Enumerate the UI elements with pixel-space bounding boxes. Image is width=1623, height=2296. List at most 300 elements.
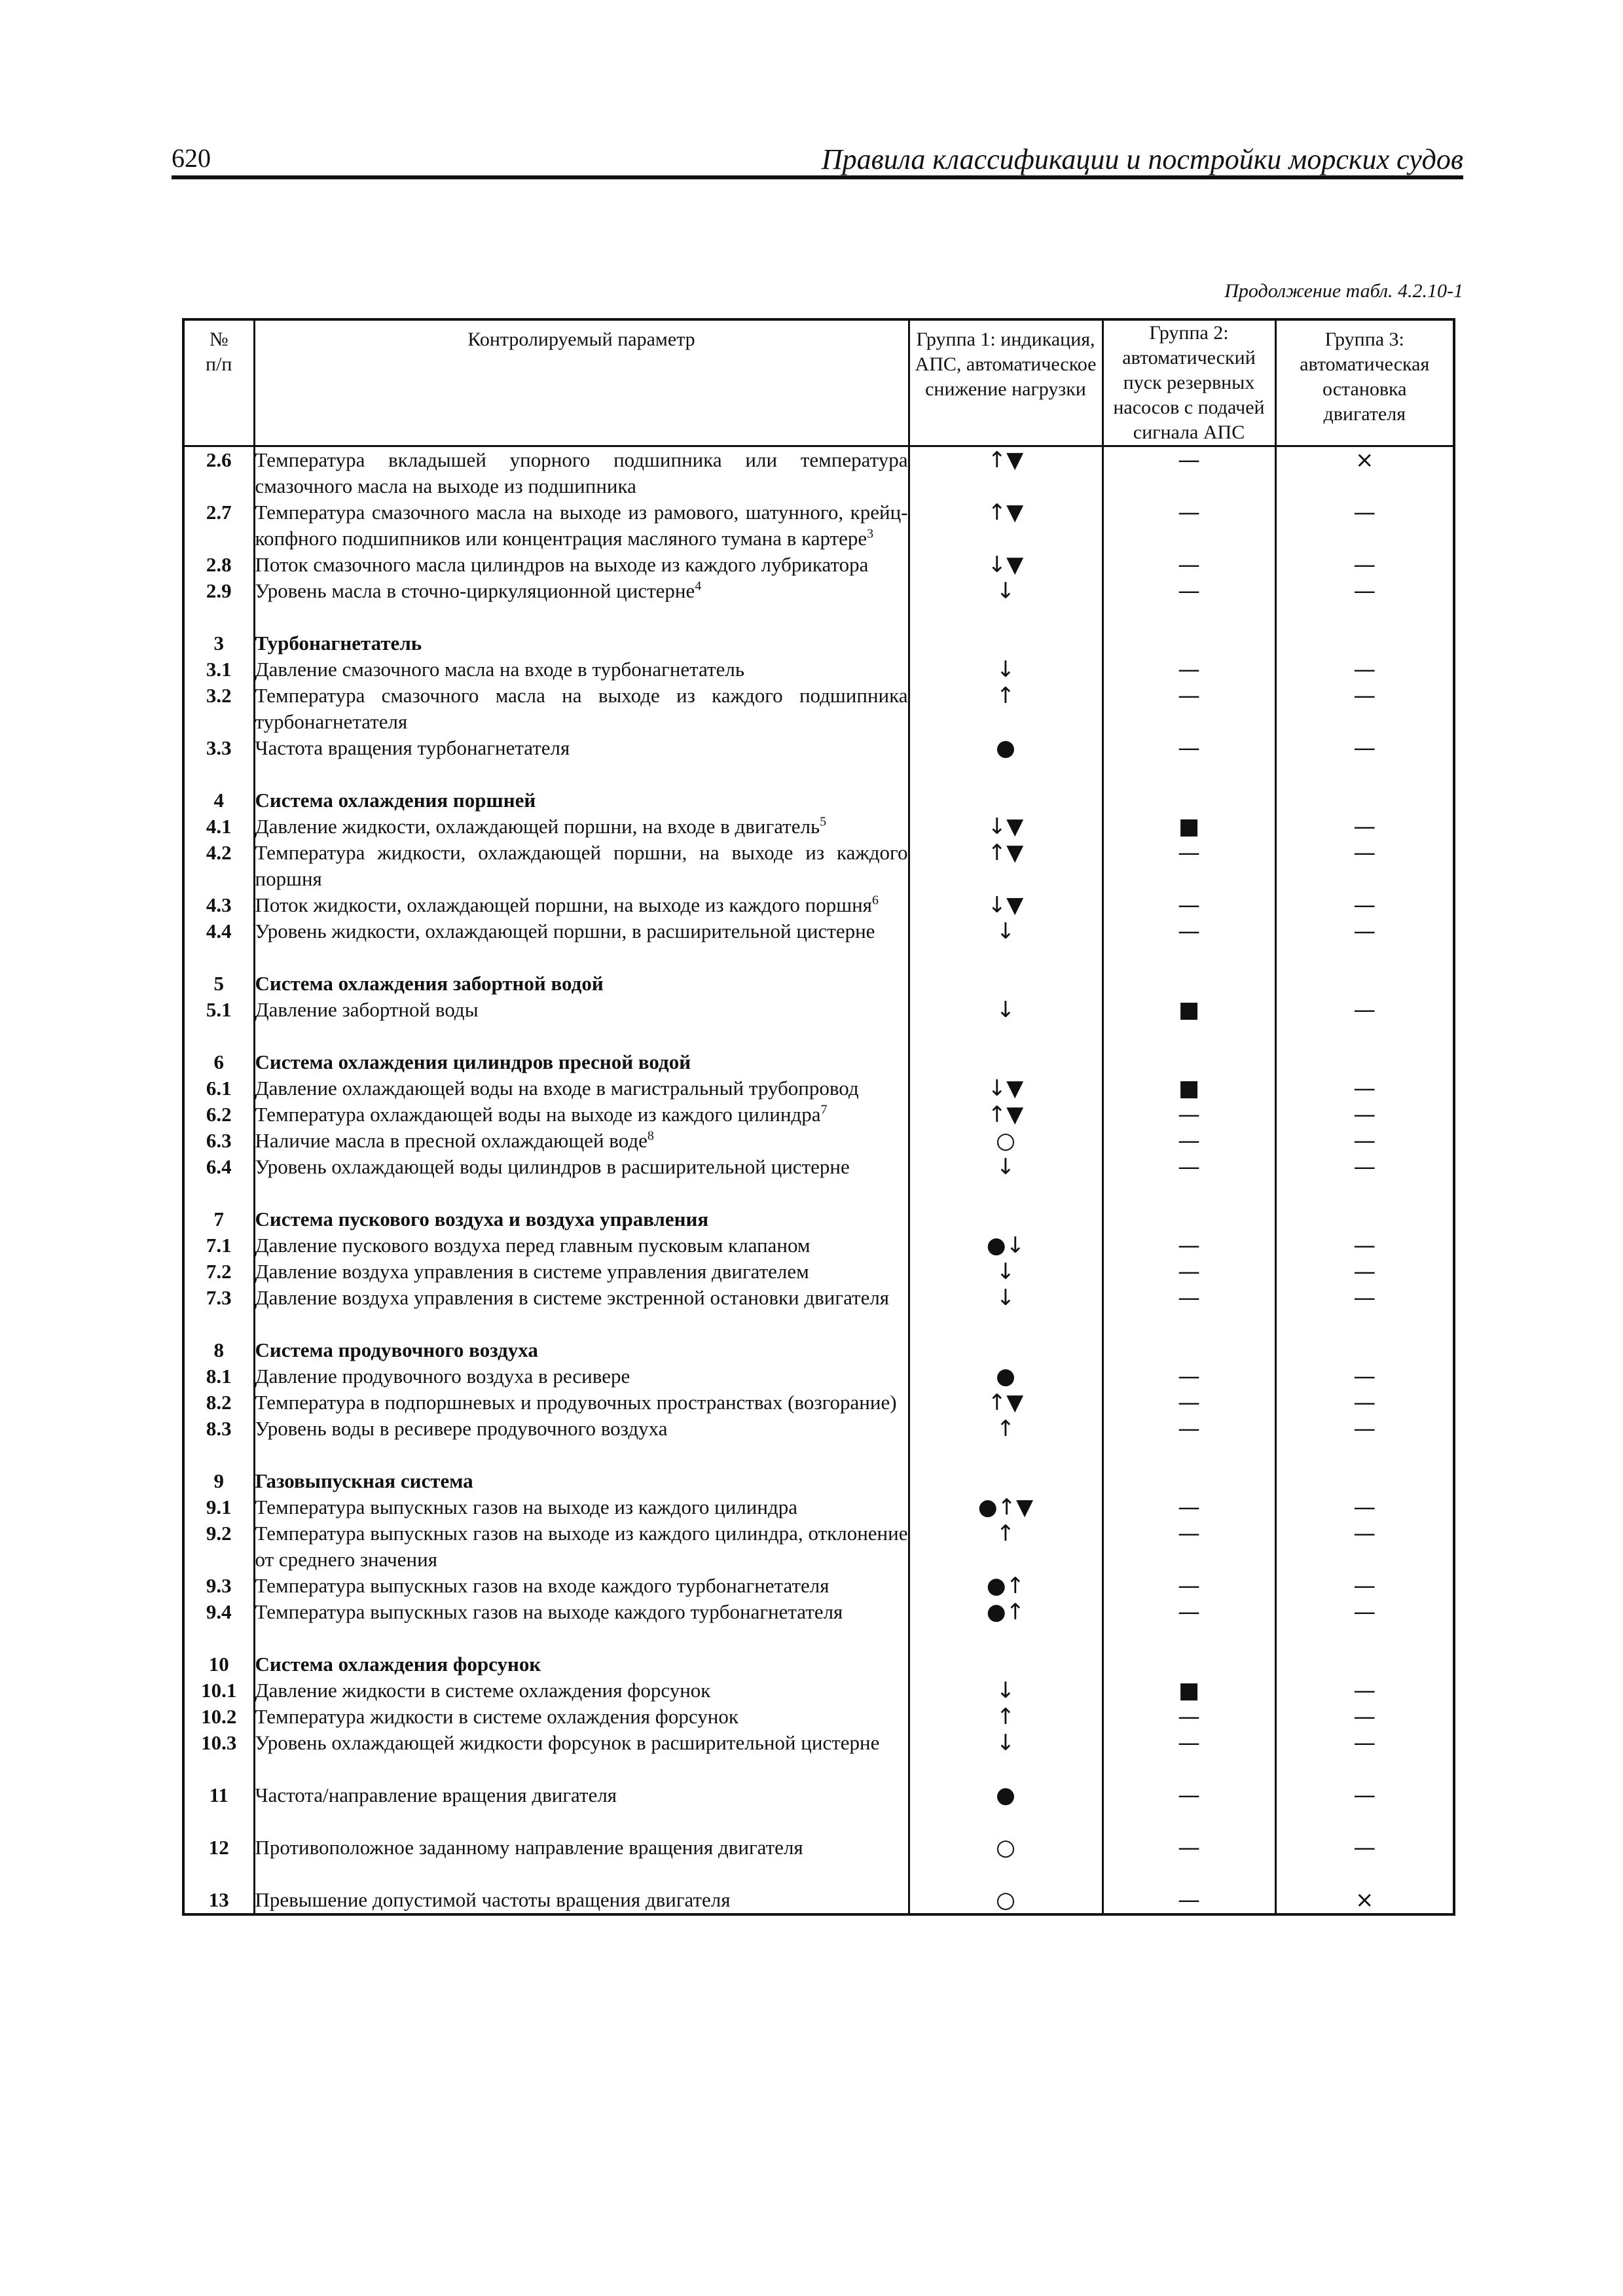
spacer-cell bbox=[254, 1625, 909, 1651]
running-title: Правила классификации и постройки морских судов bbox=[821, 143, 1463, 175]
group1-mark bbox=[909, 1651, 1103, 1677]
row-parameter: Давление смазочного масла на входе в турбонагнетатель bbox=[254, 656, 909, 683]
spacer-cell bbox=[1103, 944, 1275, 971]
spacer-cell bbox=[1103, 1442, 1275, 1468]
group2-mark: — bbox=[1103, 1102, 1275, 1128]
group1-mark: ↑ bbox=[909, 1520, 1103, 1573]
spacer-cell bbox=[1275, 1442, 1454, 1468]
table-row bbox=[183, 1075, 1454, 1102]
row-parameter: Температура выпускных газов на выходе из каждого цилиндра, отклонение от среднего значения bbox=[254, 1520, 909, 1573]
row-parameter: Система охлаждения поршней bbox=[254, 787, 909, 814]
group2-mark bbox=[1103, 787, 1275, 814]
row-parameter: Уровень охлаждающей жидкости форсунок в расширительной цистерне bbox=[254, 1730, 909, 1756]
row-number: 12 bbox=[183, 1835, 254, 1861]
table-row bbox=[183, 1573, 1454, 1599]
group3-mark bbox=[1275, 1337, 1454, 1363]
table-row bbox=[183, 1232, 1454, 1259]
table-spacer-row bbox=[183, 944, 1454, 971]
group2-mark: — bbox=[1103, 840, 1275, 892]
parameters-table bbox=[182, 318, 1455, 1916]
group1-mark: ↓ bbox=[909, 918, 1103, 944]
group1-mark: ↓ bbox=[909, 1677, 1103, 1704]
table-row bbox=[183, 892, 1454, 918]
table-spacer-row bbox=[183, 1442, 1454, 1468]
group1-mark: ↑▼ bbox=[909, 446, 1103, 500]
row-parameter: Система пускового воздуха и воздуха управления bbox=[254, 1206, 909, 1232]
row-number: 9.4 bbox=[183, 1599, 254, 1625]
row-number: 10 bbox=[183, 1651, 254, 1677]
row-number: 6.4 bbox=[183, 1154, 254, 1180]
row-number: 3.2 bbox=[183, 683, 254, 735]
table-row bbox=[183, 1704, 1454, 1730]
row-parameter: Система охлаждения забортной водой bbox=[254, 971, 909, 997]
spacer-cell bbox=[183, 1180, 254, 1206]
group2-mark: — bbox=[1103, 1835, 1275, 1861]
group3-mark: — bbox=[1275, 840, 1454, 892]
spacer-cell bbox=[909, 1625, 1103, 1651]
row-number: 6.1 bbox=[183, 1075, 254, 1102]
table-row bbox=[183, 1677, 1454, 1704]
spacer-cell bbox=[183, 1625, 254, 1651]
table-spacer-row bbox=[183, 1180, 1454, 1206]
table-spacer-row bbox=[183, 761, 1454, 787]
group1-mark: ↓▼ bbox=[909, 892, 1103, 918]
table-row bbox=[183, 1599, 1454, 1625]
row-parameter: Температура смазочного масла на выходе из рамового, шатунного, крейц-копфного подшипников или концентрация масляного тумана в картере$^3$ bbox=[254, 499, 909, 552]
table-row bbox=[183, 735, 1454, 761]
spacer-cell bbox=[1103, 1311, 1275, 1337]
spacer-cell bbox=[1275, 1861, 1454, 1887]
group3-mark: — bbox=[1275, 1835, 1454, 1861]
group1-mark bbox=[909, 1049, 1103, 1075]
row-number: 10.3 bbox=[183, 1730, 254, 1756]
row-number: 4.4 bbox=[183, 918, 254, 944]
group2-mark: — bbox=[1103, 578, 1275, 604]
group2-mark bbox=[1103, 1049, 1275, 1075]
table-row bbox=[183, 1782, 1454, 1808]
spacer-cell bbox=[909, 944, 1103, 971]
spacer-cell bbox=[909, 1311, 1103, 1337]
spacer-cell bbox=[909, 1442, 1103, 1468]
group2-mark bbox=[1103, 1206, 1275, 1232]
group2-mark: — bbox=[1103, 1704, 1275, 1730]
group3-mark: — bbox=[1275, 1285, 1454, 1311]
group3-mark: — bbox=[1275, 578, 1454, 604]
row-parameter: Температура выпускных газов на выходе каждого турбонагнетателя bbox=[254, 1599, 909, 1625]
table-continuation-caption: Продолжение табл. 4.2.10-1 bbox=[1224, 280, 1463, 302]
group1-mark: ↓▼ bbox=[909, 1075, 1103, 1102]
table-section-row bbox=[183, 1049, 1454, 1075]
row-parameter: Давление воздуха управления в системе управления двигателем bbox=[254, 1259, 909, 1285]
group2-mark: ■ bbox=[1103, 1677, 1275, 1704]
row-parameter: Превышение допустимой частоты вращения двигателя bbox=[254, 1887, 909, 1914]
group3-mark bbox=[1275, 630, 1454, 656]
row-number: 3.3 bbox=[183, 735, 254, 761]
row-number: 9 bbox=[183, 1468, 254, 1494]
group3-mark: × bbox=[1275, 1887, 1454, 1914]
row-parameter: Уровень масла в сточно-циркуляционной цистерне$^4$ bbox=[254, 578, 909, 604]
spacer-cell bbox=[909, 604, 1103, 630]
group3-mark: — bbox=[1275, 918, 1454, 944]
row-parameter: Частота/направление вращения двигателя bbox=[254, 1782, 909, 1808]
row-number: 4.1 bbox=[183, 814, 254, 840]
spacer-cell bbox=[909, 1861, 1103, 1887]
footnote-ref: 6 bbox=[871, 893, 879, 908]
group3-mark: — bbox=[1275, 1520, 1454, 1573]
group2-mark: — bbox=[1103, 892, 1275, 918]
table-spacer-row bbox=[183, 1861, 1454, 1887]
spacer-cell bbox=[254, 604, 909, 630]
group3-mark bbox=[1275, 1468, 1454, 1494]
group3-mark: — bbox=[1275, 499, 1454, 552]
group3-mark: — bbox=[1275, 1704, 1454, 1730]
table-spacer-row bbox=[183, 1625, 1454, 1651]
row-parameter: Температура вкладышей упорного подшипника или температура смазочного масла на выходе из подшипника bbox=[254, 446, 909, 500]
row-number: 9.1 bbox=[183, 1494, 254, 1520]
spacer-cell bbox=[1275, 1023, 1454, 1049]
table-spacer-row bbox=[183, 1808, 1454, 1835]
row-number: 10.1 bbox=[183, 1677, 254, 1704]
footnote-ref: 5 bbox=[820, 814, 827, 829]
group2-mark: — bbox=[1103, 1285, 1275, 1311]
table-section-row bbox=[183, 1337, 1454, 1363]
group2-mark bbox=[1103, 1651, 1275, 1677]
row-number: 5 bbox=[183, 971, 254, 997]
spacer-cell bbox=[254, 1442, 909, 1468]
table-row bbox=[183, 1416, 1454, 1442]
table-row bbox=[183, 1102, 1454, 1128]
row-number: 11 bbox=[183, 1782, 254, 1808]
row-parameter: Температура выпускных газов на выходе из каждого цилиндра bbox=[254, 1494, 909, 1520]
group3-mark: — bbox=[1275, 1599, 1454, 1625]
row-number: 9.2 bbox=[183, 1520, 254, 1573]
table-row bbox=[183, 1390, 1454, 1416]
group3-mark: — bbox=[1275, 1363, 1454, 1390]
table-row bbox=[183, 997, 1454, 1023]
spacer-cell bbox=[1103, 1023, 1275, 1049]
group2-mark: — bbox=[1103, 1782, 1275, 1808]
group3-mark: — bbox=[1275, 656, 1454, 683]
row-parameter: Давление жидкости в системе охлаждения форсунок bbox=[254, 1677, 909, 1704]
group1-mark: ○ bbox=[909, 1835, 1103, 1861]
footnote-ref: 8 bbox=[647, 1128, 654, 1143]
table-row bbox=[183, 1285, 1454, 1311]
group2-mark: — bbox=[1103, 446, 1275, 500]
row-parameter: Температура выпускных газов на входе каждого турбонагнетателя bbox=[254, 1573, 909, 1599]
group2-mark bbox=[1103, 1468, 1275, 1494]
group3-mark: — bbox=[1275, 1128, 1454, 1154]
table-row bbox=[183, 1835, 1454, 1861]
group2-mark: — bbox=[1103, 1232, 1275, 1259]
table-row bbox=[183, 1154, 1454, 1180]
group3-mark bbox=[1275, 971, 1454, 997]
group3-mark: — bbox=[1275, 1102, 1454, 1128]
table-spacer-row bbox=[183, 1756, 1454, 1782]
row-parameter: Противоположное заданному направление вращения двигателя bbox=[254, 1835, 909, 1861]
group1-mark: ↓ bbox=[909, 1154, 1103, 1180]
group1-mark: ↓ bbox=[909, 578, 1103, 604]
spacer-cell bbox=[1103, 761, 1275, 787]
spacer-cell bbox=[1275, 1625, 1454, 1651]
spacer-cell bbox=[1275, 944, 1454, 971]
spacer-cell bbox=[909, 1023, 1103, 1049]
spacer-cell bbox=[254, 1808, 909, 1835]
row-parameter: Температура жидкости, охлаждающей поршни, на выходе из каждого поршня bbox=[254, 840, 909, 892]
row-parameter: Температура охлаждающей воды на выходе из каждого цилиндра$^7$ bbox=[254, 1102, 909, 1128]
group3-mark: — bbox=[1275, 1782, 1454, 1808]
row-number: 2.9 bbox=[183, 578, 254, 604]
row-parameter: Частота вращения турбонагнетателя bbox=[254, 735, 909, 761]
row-number: 10.2 bbox=[183, 1704, 254, 1730]
group1-mark: ● bbox=[909, 735, 1103, 761]
group1-mark: ●↑ bbox=[909, 1599, 1103, 1625]
table-row bbox=[183, 840, 1454, 892]
table-row bbox=[183, 1363, 1454, 1390]
group3-mark bbox=[1275, 1049, 1454, 1075]
row-number: 7.1 bbox=[183, 1232, 254, 1259]
group1-mark bbox=[909, 1206, 1103, 1232]
group1-mark: ● bbox=[909, 1782, 1103, 1808]
row-number: 4.2 bbox=[183, 840, 254, 892]
spacer-cell bbox=[254, 761, 909, 787]
row-parameter: Турбонагнетатель bbox=[254, 630, 909, 656]
row-parameter: Система охлаждения цилиндров пресной водой bbox=[254, 1049, 909, 1075]
spacer-cell bbox=[1103, 1625, 1275, 1651]
group1-mark: ○ bbox=[909, 1128, 1103, 1154]
group1-mark: ●↑▼ bbox=[909, 1494, 1103, 1520]
group1-mark: ↓ bbox=[909, 1285, 1103, 1311]
spacer-cell bbox=[183, 761, 254, 787]
group2-mark bbox=[1103, 1337, 1275, 1363]
row-number: 9.3 bbox=[183, 1573, 254, 1599]
row-parameter: Температура жидкости в системе охлаждения форсунок bbox=[254, 1704, 909, 1730]
footnote-ref: 4 bbox=[695, 579, 702, 594]
group2-mark: ■ bbox=[1103, 1075, 1275, 1102]
group2-mark: — bbox=[1103, 1128, 1275, 1154]
row-number: 6.3 bbox=[183, 1128, 254, 1154]
group1-mark: ↓▼ bbox=[909, 552, 1103, 578]
group3-mark: × bbox=[1275, 446, 1454, 500]
footnote-ref: 7 bbox=[820, 1102, 828, 1117]
footnote-ref: 3 bbox=[867, 526, 874, 541]
group1-mark: ●↑ bbox=[909, 1573, 1103, 1599]
group1-mark bbox=[909, 1337, 1103, 1363]
spacer-cell bbox=[1103, 1180, 1275, 1206]
group3-mark bbox=[1275, 1206, 1454, 1232]
group2-mark: — bbox=[1103, 1390, 1275, 1416]
row-parameter: Уровень жидкости, охлаждающей поршни, в расширительной цистерне bbox=[254, 918, 909, 944]
group1-mark: ↓ bbox=[909, 997, 1103, 1023]
row-number: 7 bbox=[183, 1206, 254, 1232]
row-parameter: Температура смазочного масла на выходе из каждого подшипника турбонагнетателя bbox=[254, 683, 909, 735]
group1-mark: ↓ bbox=[909, 656, 1103, 683]
group2-mark: — bbox=[1103, 683, 1275, 735]
spacer-cell bbox=[909, 1180, 1103, 1206]
table-row bbox=[183, 1887, 1454, 1914]
table-section-row bbox=[183, 630, 1454, 656]
spacer-cell bbox=[183, 1023, 254, 1049]
spacer-cell bbox=[183, 604, 254, 630]
spacer-cell bbox=[254, 1023, 909, 1049]
group2-mark: — bbox=[1103, 1363, 1275, 1390]
group1-mark: ● bbox=[909, 1363, 1103, 1390]
group1-mark: ↑ bbox=[909, 683, 1103, 735]
group2-mark: — bbox=[1103, 499, 1275, 552]
row-number: 7.2 bbox=[183, 1259, 254, 1285]
header-rule bbox=[172, 175, 1463, 179]
group1-mark: ↑▼ bbox=[909, 499, 1103, 552]
spacer-cell bbox=[1103, 604, 1275, 630]
table-section-row bbox=[183, 1651, 1454, 1677]
row-parameter: Система охлаждения форсунок bbox=[254, 1651, 909, 1677]
spacer-cell bbox=[1275, 1180, 1454, 1206]
column-header-group3: Группа 3: автоматическая остановка двигателя bbox=[1275, 319, 1454, 446]
spacer-cell bbox=[909, 1756, 1103, 1782]
spacer-cell bbox=[1103, 1808, 1275, 1835]
table-section-row bbox=[183, 1206, 1454, 1232]
group3-mark: — bbox=[1275, 1232, 1454, 1259]
group1-mark: ↓ bbox=[909, 1259, 1103, 1285]
group3-mark: — bbox=[1275, 1154, 1454, 1180]
spacer-cell bbox=[183, 1756, 254, 1782]
spacer-cell bbox=[183, 1861, 254, 1887]
spacer-cell bbox=[183, 944, 254, 971]
row-parameter: Система продувочного воздуха bbox=[254, 1337, 909, 1363]
row-number: 8.3 bbox=[183, 1416, 254, 1442]
spacer-cell bbox=[254, 944, 909, 971]
column-header-group2: Группа 2: автоматический пуск резервных насосов с подачей сигнала АПС bbox=[1103, 319, 1275, 446]
group3-mark: — bbox=[1275, 997, 1454, 1023]
group1-mark: ↓ bbox=[909, 1730, 1103, 1756]
table-row bbox=[183, 683, 1454, 735]
group3-mark: — bbox=[1275, 1573, 1454, 1599]
group3-mark: — bbox=[1275, 552, 1454, 578]
row-parameter: Уровень охлаждающей воды цилиндров в расширительной цистерне bbox=[254, 1154, 909, 1180]
group1-mark bbox=[909, 787, 1103, 814]
column-header-group1: Группа 1: индикация, АПС, автоматическое снижение нагрузки bbox=[909, 319, 1103, 446]
group2-mark: — bbox=[1103, 1573, 1275, 1599]
spacer-cell bbox=[1103, 1861, 1275, 1887]
group3-mark: — bbox=[1275, 1259, 1454, 1285]
spacer-cell bbox=[183, 1808, 254, 1835]
spacer-cell bbox=[254, 1756, 909, 1782]
group2-mark: — bbox=[1103, 1730, 1275, 1756]
group1-mark: ↓▼ bbox=[909, 814, 1103, 840]
table-row bbox=[183, 918, 1454, 944]
row-number: 2.6 bbox=[183, 446, 254, 500]
row-parameter: Температура в подпоршневых и продувочных пространствах (возгорание) bbox=[254, 1390, 909, 1416]
table-row bbox=[183, 499, 1454, 552]
group3-mark: — bbox=[1275, 814, 1454, 840]
row-number: 2.7 bbox=[183, 499, 254, 552]
spacer-cell bbox=[254, 1180, 909, 1206]
group2-mark: ■ bbox=[1103, 997, 1275, 1023]
table-section-row bbox=[183, 787, 1454, 814]
row-number: 5.1 bbox=[183, 997, 254, 1023]
spacer-cell bbox=[183, 1311, 254, 1337]
group2-mark: — bbox=[1103, 1154, 1275, 1180]
row-number: 8.2 bbox=[183, 1390, 254, 1416]
row-number: 3 bbox=[183, 630, 254, 656]
spacer-cell bbox=[1275, 1756, 1454, 1782]
table-row bbox=[183, 1520, 1454, 1573]
group3-mark: — bbox=[1275, 1730, 1454, 1756]
spacer-cell bbox=[1275, 1808, 1454, 1835]
group3-mark: — bbox=[1275, 892, 1454, 918]
table-row bbox=[183, 552, 1454, 578]
table-row bbox=[183, 446, 1454, 500]
row-parameter: Давление жидкости, охлаждающей поршни, на входе в двигатель$^5$ bbox=[254, 814, 909, 840]
group2-mark: ■ bbox=[1103, 814, 1275, 840]
row-number: 6.2 bbox=[183, 1102, 254, 1128]
row-parameter: Давление охлаждающей воды на входе в магистральный трубопровод bbox=[254, 1075, 909, 1102]
row-parameter: Давление продувочного воздуха в ресивере bbox=[254, 1363, 909, 1390]
row-number: 6 bbox=[183, 1049, 254, 1075]
table-spacer-row bbox=[183, 604, 1454, 630]
row-number: 8.1 bbox=[183, 1363, 254, 1390]
table-row bbox=[183, 656, 1454, 683]
group2-mark: — bbox=[1103, 735, 1275, 761]
group2-mark: — bbox=[1103, 1494, 1275, 1520]
group1-mark: ○ bbox=[909, 1887, 1103, 1914]
row-parameter: Поток жидкости, охлаждающей поршни, на выходе из каждого поршня$^6$ bbox=[254, 892, 909, 918]
group1-mark: ●↓ bbox=[909, 1232, 1103, 1259]
column-header-num: № п/п bbox=[183, 319, 254, 446]
spacer-cell bbox=[1275, 761, 1454, 787]
row-parameter: Давление воздуха управления в системе экстренной остановки двигателя bbox=[254, 1285, 909, 1311]
row-parameter: Газовыпускная система bbox=[254, 1468, 909, 1494]
spacer-cell bbox=[183, 1442, 254, 1468]
group3-mark: — bbox=[1275, 1494, 1454, 1520]
group2-mark: — bbox=[1103, 1520, 1275, 1573]
group3-mark: — bbox=[1275, 1075, 1454, 1102]
row-number: 7.3 bbox=[183, 1285, 254, 1311]
spacer-cell bbox=[254, 1861, 909, 1887]
row-parameter: Наличие масла в пресной охлаждающей воде$^8$ bbox=[254, 1128, 909, 1154]
row-number: 4.3 bbox=[183, 892, 254, 918]
group2-mark: — bbox=[1103, 656, 1275, 683]
group1-mark: ↑▼ bbox=[909, 1102, 1103, 1128]
table-section-row bbox=[183, 1468, 1454, 1494]
spacer-cell bbox=[1275, 604, 1454, 630]
spacer-cell bbox=[909, 1808, 1103, 1835]
table-row bbox=[183, 578, 1454, 604]
column-header-param: Контролируемый параметр bbox=[254, 319, 909, 446]
group2-mark: — bbox=[1103, 552, 1275, 578]
row-parameter: Уровень воды в ресивере продувочного воздуха bbox=[254, 1416, 909, 1442]
group2-mark bbox=[1103, 971, 1275, 997]
group3-mark bbox=[1275, 787, 1454, 814]
table-row bbox=[183, 1494, 1454, 1520]
spacer-cell bbox=[1275, 1311, 1454, 1337]
group3-mark: — bbox=[1275, 1677, 1454, 1704]
group2-mark: — bbox=[1103, 918, 1275, 944]
table-row bbox=[183, 1128, 1454, 1154]
group2-mark: — bbox=[1103, 1599, 1275, 1625]
spacer-cell bbox=[1103, 1756, 1275, 1782]
group1-mark bbox=[909, 1468, 1103, 1494]
group1-mark bbox=[909, 971, 1103, 997]
page-number: 620 bbox=[172, 143, 211, 173]
row-number: 3.1 bbox=[183, 656, 254, 683]
group1-mark: ↑ bbox=[909, 1704, 1103, 1730]
table-header-row bbox=[183, 319, 1454, 446]
group2-mark bbox=[1103, 630, 1275, 656]
group1-mark: ↑▼ bbox=[909, 840, 1103, 892]
group3-mark: — bbox=[1275, 1416, 1454, 1442]
group1-mark bbox=[909, 630, 1103, 656]
group1-mark: ↑▼ bbox=[909, 1390, 1103, 1416]
